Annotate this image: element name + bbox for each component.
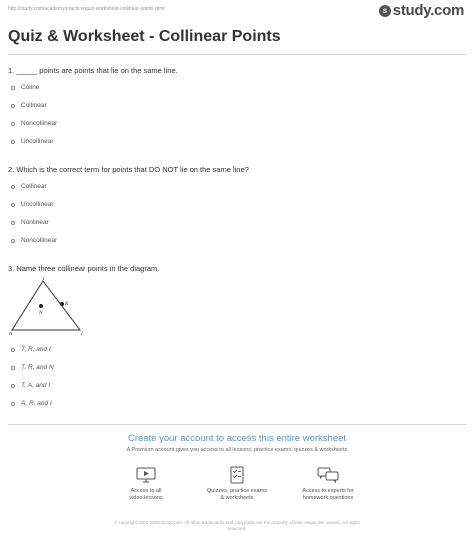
point-n: [39, 304, 43, 308]
radio-button[interactable]: [11, 402, 15, 406]
feature-label: Access to experts for homework questions: [302, 488, 354, 501]
q3-option-2[interactable]: T, R, and N: [11, 364, 54, 371]
label-r: R: [65, 302, 69, 307]
radio-button[interactable]: [11, 122, 15, 126]
q2-option-4[interactable]: Noncollinear: [11, 237, 57, 244]
page-url: http://study.com/academy/practice/quiz-worksheet-collinear-points.html: [8, 6, 165, 12]
point-r: [60, 302, 64, 306]
radio-button[interactable]: [11, 384, 15, 388]
top-bar: [0, 0, 474, 20]
q1-option-3[interactable]: Noncollinear: [11, 120, 57, 127]
feature-video-lessons: [101, 466, 191, 502]
feature-label: Quizzes, practice exams & worksheets: [207, 488, 267, 501]
title-divider: [8, 54, 466, 55]
triangle-shape: [12, 281, 80, 330]
triangle-diagram: [8, 277, 88, 337]
feature-label: Access to all video lessons: [129, 488, 163, 501]
promo-title[interactable]: Create your account to access this entire worksheet: [127, 433, 347, 444]
radio-button[interactable]: [11, 239, 15, 243]
copyright-footer: © copyright 2003-2020 Study.com. All other trademarks and copyrights are the property of their respective owners. All rights reserved.: [114, 520, 360, 531]
radio-button[interactable]: [11, 366, 15, 370]
question-3-text: 3. Name three collinear points in the diagram.: [8, 264, 160, 273]
radio-button[interactable]: [11, 203, 15, 207]
radio-button[interactable]: [11, 140, 15, 144]
logo-mark: s: [379, 5, 391, 17]
radio-button[interactable]: [11, 86, 15, 90]
label-a: A: [9, 332, 13, 337]
q1-option-2[interactable]: Collinear: [11, 102, 47, 109]
feature-experts: [283, 466, 373, 502]
q2-option-1[interactable]: Collinear: [11, 183, 47, 190]
label-n: N: [39, 311, 43, 316]
page-title: Quiz & Worksheet - Collinear Points: [8, 28, 281, 45]
promo-divider: [8, 424, 466, 425]
radio-button[interactable]: [11, 221, 15, 225]
radio-button[interactable]: [11, 185, 15, 189]
q2-option-3[interactable]: Nonlinear: [11, 219, 49, 226]
radio-button[interactable]: [11, 348, 15, 352]
chat-icon: [317, 466, 339, 484]
monitor-icon: [135, 466, 157, 484]
promo-subtitle: A Premium account gives you access to all lessons, practice exams, quizzes & worksheets: [126, 447, 348, 453]
radio-button[interactable]: [11, 104, 15, 108]
q3-option-3[interactable]: T, A, and I: [11, 382, 50, 389]
study-logo[interactable]: [379, 2, 464, 19]
label-i: I: [81, 332, 83, 337]
question-1-text: 1. _____ points are points that lie on the same line.: [8, 66, 178, 75]
logo-text: study.com: [392, 2, 464, 19]
feature-quizzes: [192, 466, 282, 502]
label-t: T: [42, 277, 45, 282]
checklist-icon: [226, 466, 248, 484]
q2-option-2[interactable]: Uncollinear: [11, 201, 54, 208]
q1-option-1[interactable]: Coline: [11, 84, 39, 91]
q3-option-4[interactable]: A, R, and I: [11, 400, 52, 407]
question-2-text: 2. Which is the correct term for points that DO NOT lie on the same line?: [8, 165, 249, 174]
q3-option-1[interactable]: T, R, and I: [11, 346, 51, 353]
q1-option-4[interactable]: Uncollinear: [11, 138, 54, 145]
